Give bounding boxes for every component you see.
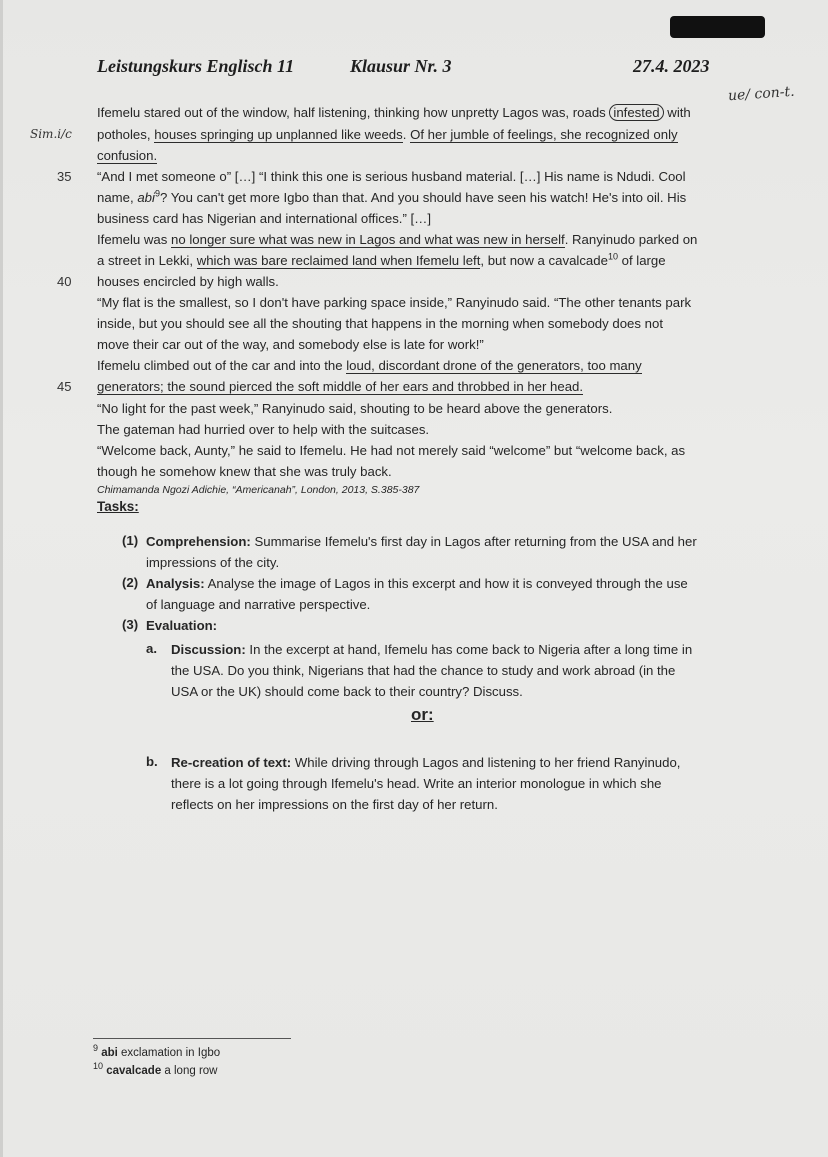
task-3b: Re-creation of text: While driving through Lagos and listening to her friend Ranyinudo, [171, 755, 681, 770]
task-number: (3) [122, 617, 139, 632]
text-line: “No light for the past week,” Ranyinudo said, shouting to be heard above the generators. [97, 401, 613, 416]
underlined-phrase: no longer sure what was new in Lagos and what was new in herself [171, 232, 565, 247]
text-line: houses encircled by high walls. [97, 274, 279, 289]
underlined-phrase: confusion. [97, 148, 158, 163]
task-3a-cont: USA or the UK) should come back to their country? Discuss. [171, 684, 523, 699]
text-line: The gateman had hurried over to help with the suitcases. [97, 422, 430, 437]
task-3b-cont: reflects on her impressions on the first day of her return. [171, 797, 498, 812]
tasks-heading: Tasks: [97, 499, 139, 514]
text-line: though he somehow knew that she was truly back. [97, 464, 392, 479]
handwritten-note-left: Sim.i/c [30, 127, 72, 141]
circled-word: infested [609, 104, 663, 121]
handwritten-note-right: ue/ con-t. [727, 83, 796, 105]
task-number: (1) [122, 533, 139, 548]
text-line [97, 145, 157, 166]
text-line: Ifemelu climbed out of the car and into the loud, discordant drone of the generators, too many [97, 358, 642, 373]
task-3a-cont: the USA. Do you think, Nigerians that had the chance to study and work abroad (in the [171, 663, 676, 678]
text-line: move their car out of the way, and somebody else is late for work!” [97, 337, 484, 352]
source-citation: Chimamanda Ngozi Adichie, “Americanah”, London, 2013, S.385-387 [97, 484, 420, 496]
task-2-cont: of language and narrative perspective. [146, 597, 371, 612]
exam-title: Klausur Nr. 3 [350, 56, 452, 76]
text-line: a street in Lekki, which was bare reclaimed land when Ifemelu left, but now a cavalcade$^{10}$ of large [97, 251, 666, 268]
line-number: 35 [57, 169, 72, 184]
underlined-phrase: Of her jumble of feelings, she recognized only [410, 127, 678, 142]
course-title: Leistungskurs Englisch 11 [97, 56, 295, 76]
footnote-9: $^9$ abi exclamation in Igbo [93, 1043, 221, 1059]
task-number: (2) [122, 575, 139, 590]
text-line: business card has Nigerian and international offices.” […] [97, 211, 432, 226]
subtask-letter: a. [146, 641, 157, 656]
line-number: 40 [57, 274, 72, 289]
exam-date: 27.4. 2023 [633, 56, 710, 76]
task-3a: Discussion: In the excerpt at hand, Ifemelu has come back to Nigeria after a long time in [171, 642, 693, 657]
underlined-phrase: houses springing up unplanned like weeds [154, 127, 403, 142]
task-2: Analysis: Analyse the image of Lagos in this excerpt and how it is conveyed through the use [146, 576, 688, 591]
task-3: Evaluation: [146, 618, 218, 633]
task-1: Comprehension: Summarise Ifemelu's first day in Lagos after returning from the USA and her [146, 534, 697, 549]
text-line: “My flat is the smallest, so I don't have parking space inside,” Ranyinudo said. “The other tenants park [97, 295, 692, 310]
text-line: Ifemelu stared out of the window, half listening, thinking how unpretty Lagos was, roads infested with [97, 105, 691, 120]
text-line: inside, but you should see all the shouting that happens in the morning when somebody does not [97, 316, 663, 331]
text-line: name, abi$^9$? You can't get more Igbo than that. And you should have seen his watch! He's into oil. His [97, 188, 687, 205]
underlined-phrase: which was bare reclaimed land when Ifemelu left [196, 253, 481, 268]
task-1-cont: impressions of the city. [146, 555, 280, 570]
redacted-name-box [670, 16, 765, 38]
text-line: “Welcome back, Aunty,” he said to Ifemelu. He had not merely said “welcome” but “welcome back, as [97, 443, 686, 458]
footnote-10: $^{10}$ cavalcade a long row [93, 1061, 218, 1077]
text-line: potholes, houses springing up unplanned like weeds. Of her jumble of feelings, she recognized only [97, 127, 678, 142]
task-3b-cont: there is a lot going through Ifemelu's head. Write an interior monologue in which she [171, 776, 662, 791]
subtask-letter: b. [146, 754, 158, 769]
page-edge [0, 0, 3, 1157]
footnote-rule [93, 1038, 291, 1039]
underlined-phrase: loud, discordant drone of the generators, too many [346, 358, 642, 373]
text-line: Ifemelu was no longer sure what was new in Lagos and what was new in herself. Ranyinudo parked on [97, 232, 698, 247]
text-line [97, 376, 583, 397]
line-number: 45 [57, 379, 72, 394]
underlined-phrase: generators; the sound pierced the soft middle of her ears and throbbed in her head. [97, 379, 584, 394]
or-divider: or: [411, 705, 434, 724]
text-line: “And I met someone o” […] “I think this one is serious husband material. […] His name is Ndudi. Cool [97, 169, 686, 184]
